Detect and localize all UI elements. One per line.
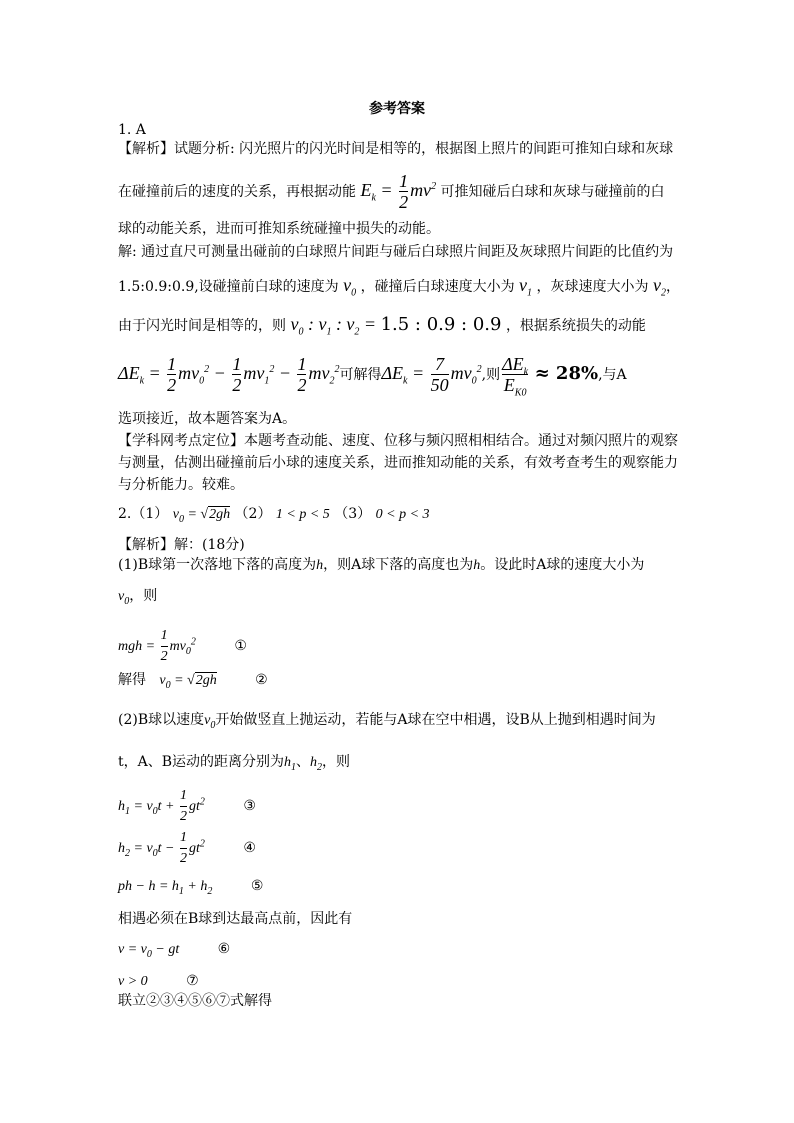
q2-step2-line-2: t，A、B运动的距离分别为$h_1$、$h_2$，则: [118, 754, 351, 773]
q1-keypoint-line-2: 与测量，估测出碰撞前后小球的速度关系，进而推知动能的关系，有效考查考生的观察能力: [118, 455, 678, 471]
equation-number-2: ②: [255, 672, 268, 688]
q2-answer: 2.（1） $v_0 = √2gh$ （2） 1 < p < 5 （3） 0 < p < 3: [118, 506, 430, 525]
q1-solution-line-5: 选项接近，故本题答案为A。: [118, 411, 297, 427]
q2-equation-5: ph − $h = h_1 + h_2$ ⑤: [118, 878, 264, 897]
q2-equation-7: v > 0 ⑦: [118, 973, 199, 989]
page-title: 参考答案: [369, 101, 425, 117]
q1-analysis-line-2: 在碰撞前后的速度的关系，再根据动能 $E_k$ = $\frac{1}{2}$ $mv^2$ 可推知碰后白球和灰球与碰撞前的白: [118, 171, 665, 213]
q1-solution-line-4: $\Delta E_k$ = $\frac{1}{2}$ $mv_0^2$ − $\frac{1}{2}$ $mv_1^2$ − $\frac{1}{2}$ $mv_2^2$可解得$\Delta E_k$ = $\frac{7}{50}$ $mv_0^2$,则 $\frac{\Delta E_k}{E_{K0}}$ ≈ 28%,与A: [118, 354, 627, 399]
equation-number-6: ⑥: [217, 941, 231, 957]
q2-equation-4: $h_2 = v_0t$ − $\frac{1}{2}$ $gt^2$ ④: [118, 830, 256, 866]
equation-number-5: ⑤: [250, 878, 264, 894]
q2-equation-2: 解得 $v_0 = √2gh$ ②: [118, 672, 268, 691]
q2-step2-line-1: (2)B球以速度$v_0$开始做竖直上抛运动，若能与A球在空中相遇，设B从上抛到相遇时间为: [118, 712, 656, 731]
q2-final-line: 联立②③④⑤⑥⑦式解得: [118, 993, 272, 1009]
kinetic-energy-formula: $E_k$ = $\frac{1}{2}$ $mv^2$: [360, 171, 437, 213]
q2-equation-6: $v = v_0$ − gt ⑥: [118, 941, 231, 960]
q2-meet-condition: 相遇必须在B球到达最高点前，因此有: [118, 911, 353, 927]
q2-equation-3: $h_1 = v_0t$ + $\frac{1}{2}$ $gt^2$ ③: [118, 788, 256, 824]
equation-number-7: ⑦: [186, 973, 199, 989]
q1-solution-line-1: 解: 通过直尺可测量出碰前的白球照片间距与碰后白球照片间距及灰球照片间距的比值约为: [118, 244, 674, 260]
q1-keypoint-line-1: 【学科网考点定位】本题考查动能、速度、位移与频闪照相相结合。通过对频闪照片的观察: [118, 433, 678, 449]
equation-number-1: ①: [234, 637, 247, 654]
equation-number-3: ③: [243, 797, 256, 814]
q1-keypoint-line-3: 与分析能力。较难。: [118, 477, 244, 493]
q2-equation-1: mgh = $\frac{1}{2}$ $mv_0^2$ ①: [118, 628, 247, 664]
q2-step1-line-1: (1)B球第一次落地下落的高度为h，则A球下落的高度也为h。设此时A球的速度大小为: [118, 557, 645, 573]
q2-analysis-head: 【解析】解：(18分): [118, 537, 245, 553]
q2-step1-line-2: $v_0$，则: [118, 588, 158, 607]
q1-solution-line-3: 由于闪光时间是相等的，则 $v_0$ : $v_1$ : $v_2 = 1.5$ : 0.9 : 0.9 ，根据系统损失的动能: [118, 314, 646, 338]
equation-number-4: ④: [243, 839, 256, 856]
q1-answer: 1. A: [118, 122, 146, 138]
q1-analysis-line-1: 【解析】试题分析: 闪光照片的闪光时间是相等的，根据图上照片的间距可推知白球和灰球: [118, 141, 674, 157]
q1-analysis-line-3: 球的动能关系，进而可推知系统碰撞中损失的动能。: [118, 221, 440, 237]
q1-solution-line-2: 1.5:0.9:0.9,设碰撞前白球的速度为 $v_0$ ，碰撞后白球速度大小为 $v_1$ ，灰球速度大小为 $v_2$，: [118, 275, 680, 299]
